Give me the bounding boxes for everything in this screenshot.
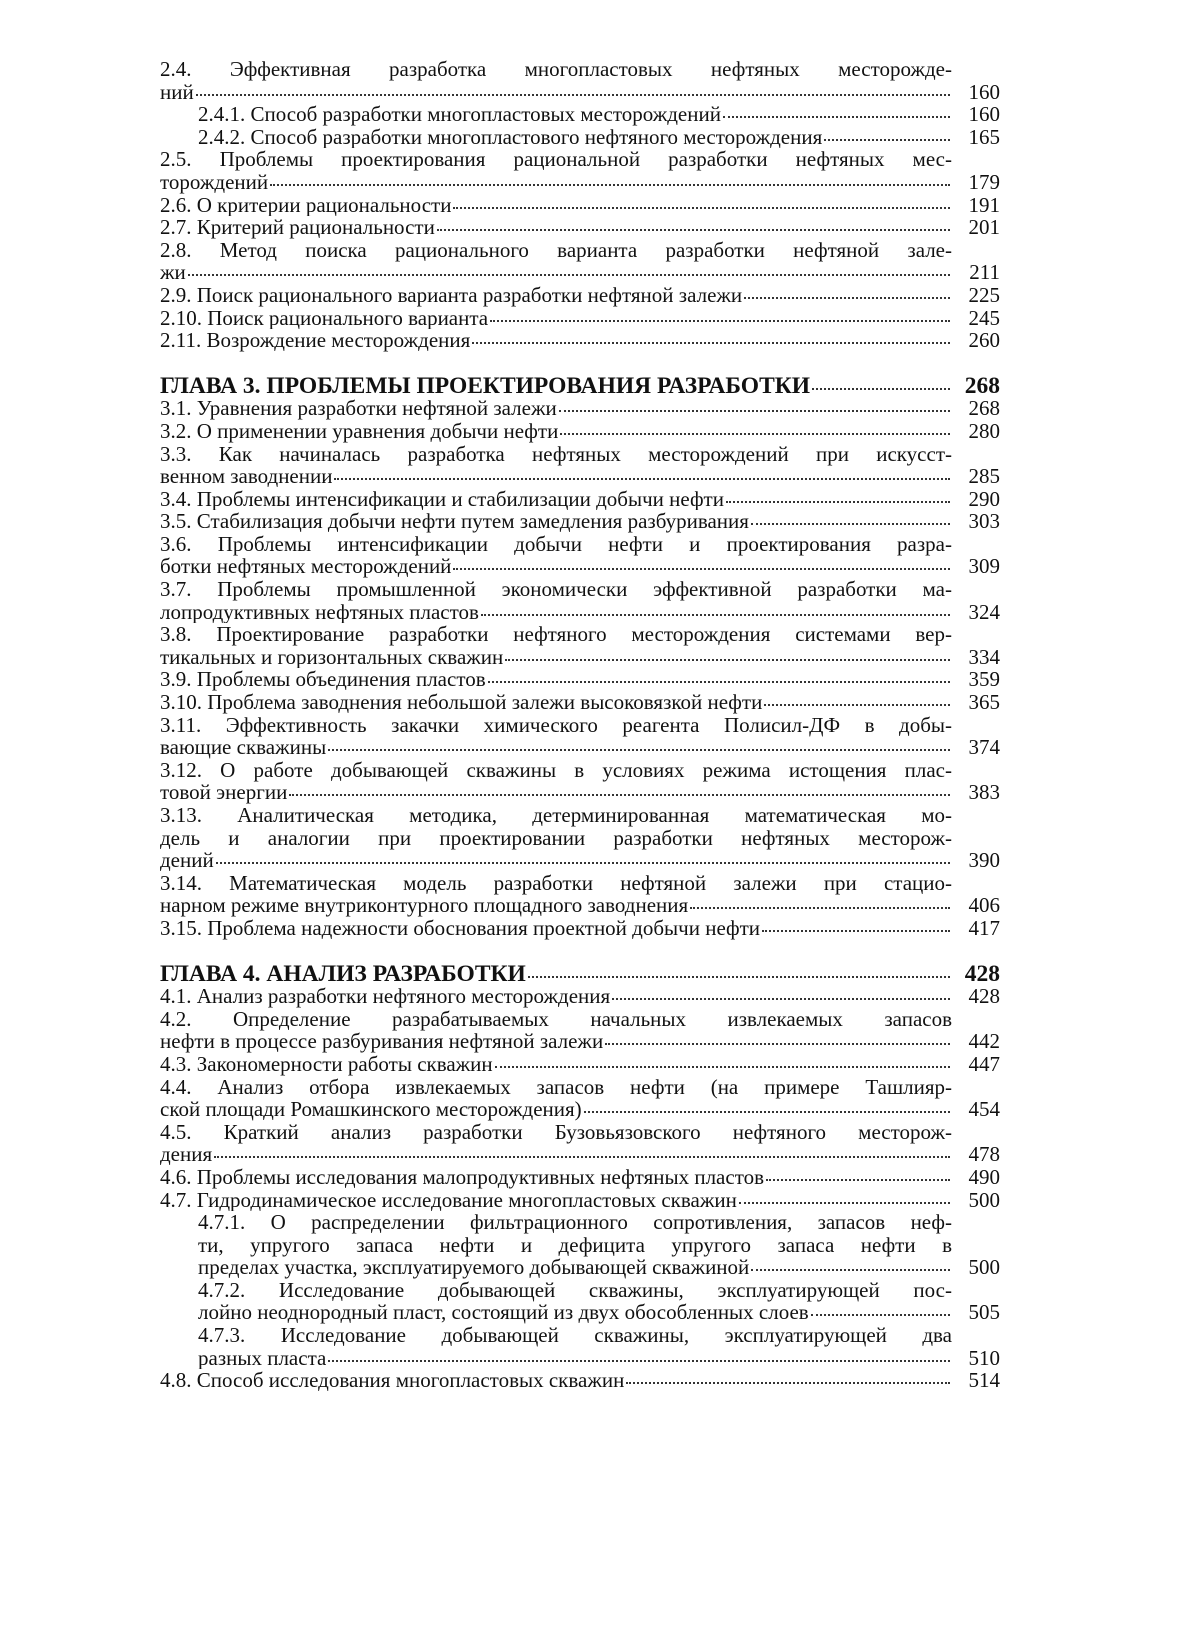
dot-leader xyxy=(559,410,950,412)
dot-leader xyxy=(437,229,950,231)
entry-title: 2.10. Поиск рационального варианта xyxy=(160,307,488,330)
entry-title-line: 2.5. Проблемы проектирования рациональной разработки нефтяных мес- xyxy=(160,148,952,171)
page-number: 280 xyxy=(952,420,1000,443)
page-number: 478 xyxy=(952,1143,1000,1166)
entry-title-line: 4.2. Определение разрабатываемых начальных извлекаемых запасов xyxy=(160,1008,952,1031)
page-number: 359 xyxy=(952,668,1000,691)
chapter-heading xyxy=(160,375,1000,398)
entry-title: 2.4.2. Способ разработки многопластового нефтяного месторождения xyxy=(198,126,822,149)
dot-leader xyxy=(726,501,950,503)
toc-entry xyxy=(160,329,1000,352)
page-number: 428 xyxy=(952,985,1000,1008)
toc-entry xyxy=(160,103,1000,126)
entry-title-line: 3.7. Проблемы промышленной экономически эффективной разработки ма- xyxy=(160,578,952,601)
toc-entry xyxy=(160,533,1000,578)
dot-leader xyxy=(690,907,950,909)
page-number: 500 xyxy=(952,1256,1000,1279)
entry-title: венном заводнении xyxy=(160,465,332,488)
toc-entry xyxy=(160,284,1000,307)
page-number: 225 xyxy=(952,284,1000,307)
toc-entry xyxy=(160,578,1000,623)
toc-entry xyxy=(160,804,1000,872)
dot-leader xyxy=(334,478,950,480)
page-number: 191 xyxy=(952,194,1000,217)
toc-entry xyxy=(160,872,1000,917)
entry-title-line: 4.7.1. О распределении фильтрационного сопротивления, запасов неф- xyxy=(198,1211,952,1234)
page-number: 324 xyxy=(952,601,1000,624)
toc-entry xyxy=(160,691,1000,714)
page-number: 201 xyxy=(952,216,1000,239)
entry-title: лойно неоднородный пласт, состоящий из двух обособленных слоев xyxy=(198,1301,809,1324)
page-number: 285 xyxy=(952,465,1000,488)
page-number: 290 xyxy=(952,488,1000,511)
entry-title: 3.15. Проблема надежности обоснования проектной добычи нефти xyxy=(160,917,760,940)
page-number: 309 xyxy=(952,555,1000,578)
entry-title: 2.9. Поиск рационального варианта разработки нефтяной залежи xyxy=(160,284,742,307)
page-number: 406 xyxy=(952,894,1000,917)
entry-title: ской площади Ромашкинского месторождения) xyxy=(160,1098,582,1121)
page-number: 165 xyxy=(952,126,1000,149)
dot-leader xyxy=(488,681,950,683)
page-number: 383 xyxy=(952,781,1000,804)
toc-entry xyxy=(160,443,1000,488)
dot-leader xyxy=(495,1066,950,1068)
entry-title: 3.10. Проблема заводнения небольшой залежи высоковязкой нефти xyxy=(160,691,762,714)
dot-leader xyxy=(751,523,950,525)
entry-title: 4.7. Гидродинамическое исследование многопластовых скважин xyxy=(160,1189,737,1212)
entry-title: 2.4.1. Способ разработки многопластовых месторождений xyxy=(198,103,721,126)
entry-title: пределах участка, эксплуатируемого добывающей скважиной xyxy=(198,1256,749,1279)
toc-entry xyxy=(160,307,1000,330)
entry-title: лопродуктивных нефтяных пластов xyxy=(160,601,479,624)
dot-leader xyxy=(453,207,950,209)
entry-title: 3.5. Стабилизация добычи нефти путем замедления разбуривания xyxy=(160,510,749,533)
toc-entry xyxy=(160,917,1000,940)
dot-leader xyxy=(626,1382,950,1384)
page-number: 454 xyxy=(952,1098,1000,1121)
dot-leader xyxy=(481,614,950,616)
toc-entry xyxy=(160,194,1000,217)
entry-title: 3.1. Уравнения разработки нефтяной залежи xyxy=(160,397,557,420)
page-number: 490 xyxy=(952,1166,1000,1189)
page-number: 390 xyxy=(952,849,1000,872)
page-number: 505 xyxy=(952,1301,1000,1324)
entry-title: вающие скважины xyxy=(160,736,326,759)
dot-leader xyxy=(605,1043,950,1045)
entry-title: разных пласта xyxy=(198,1347,326,1370)
dot-leader xyxy=(764,704,950,706)
toc-entry xyxy=(160,1369,1000,1392)
entry-title: дения xyxy=(160,1143,212,1166)
toc-entry xyxy=(160,1053,1000,1076)
toc-entry xyxy=(160,1279,1000,1324)
toc-entry xyxy=(160,668,1000,691)
page-number: 447 xyxy=(952,1053,1000,1076)
toc-entry xyxy=(160,1008,1000,1053)
entry-title: 3.2. О применении уравнения добычи нефти xyxy=(160,420,558,443)
entry-title: 3.4. Проблемы интенсификации и стабилизации добычи нефти xyxy=(160,488,724,511)
dot-leader xyxy=(328,749,950,751)
entry-title: ГЛАВА 4. АНАЛИЗ РАЗРАБОТКИ xyxy=(160,963,526,986)
toc-entry xyxy=(160,148,1000,193)
dot-leader xyxy=(723,116,950,118)
toc-entry xyxy=(160,1121,1000,1166)
entry-title: 3.9. Проблемы объединения пластов xyxy=(160,668,486,691)
page-number: 510 xyxy=(952,1347,1000,1370)
entry-title-line: дель и аналогии при проектировании разработки нефтяных месторож- xyxy=(160,827,952,850)
entry-title: 4.6. Проблемы исследования малопродуктивных нефтяных пластов xyxy=(160,1166,764,1189)
entry-title-line: 4.4. Анализ отбора извлекаемых запасов нефти (на примере Ташлияр- xyxy=(160,1076,952,1099)
page-number: 500 xyxy=(952,1189,1000,1212)
dot-leader xyxy=(811,1314,950,1316)
page-number: 514 xyxy=(952,1369,1000,1392)
toc-entry xyxy=(160,1189,1000,1212)
entry-title: жи xyxy=(160,261,186,284)
entry-title: 4.3. Закономерности работы скважин xyxy=(160,1053,493,1076)
entry-title-line: 3.14. Математическая модель разработки нефтяной залежи при стацио- xyxy=(160,872,952,895)
dot-leader xyxy=(751,1269,950,1271)
dot-leader xyxy=(739,1202,950,1204)
toc-entry xyxy=(160,623,1000,668)
toc-entry xyxy=(160,1211,1000,1279)
dot-leader xyxy=(472,342,950,344)
toc-entry xyxy=(160,714,1000,759)
entry-title-line: 2.8. Метод поиска рационального варианта разработки нефтяной зале- xyxy=(160,239,952,262)
toc-entry xyxy=(160,510,1000,533)
entry-title-line: 3.3. Как начиналась разработка нефтяных месторождений при искусст- xyxy=(160,443,952,466)
entry-title: нарном режиме внутриконтурного площадного заводнения xyxy=(160,894,688,917)
dot-leader xyxy=(289,794,950,796)
entry-title: ботки нефтяных месторождений xyxy=(160,555,451,578)
entry-title-line: 3.6. Проблемы интенсификации добычи нефти и проектирования разра- xyxy=(160,533,952,556)
entry-title-line: 3.12. О работе добывающей скважины в условиях режима истощения плас- xyxy=(160,759,952,782)
dot-leader xyxy=(216,862,950,864)
toc-entry xyxy=(160,239,1000,284)
entry-title: дений xyxy=(160,849,214,872)
page-number: 442 xyxy=(952,1030,1000,1053)
entry-title: товой энергии xyxy=(160,781,287,804)
page-number: 211 xyxy=(952,261,1000,284)
dot-leader xyxy=(188,274,950,276)
dot-leader xyxy=(744,297,950,299)
dot-leader xyxy=(196,94,950,96)
page-number: 260 xyxy=(952,329,1000,352)
entry-title: 2.11. Возрождение месторождения xyxy=(160,329,470,352)
page-number: 428 xyxy=(952,963,1000,986)
entry-title: торождений xyxy=(160,171,268,194)
entry-title: 2.7. Критерий рациональности xyxy=(160,216,435,239)
toc-entry xyxy=(160,397,1000,420)
page-number: 179 xyxy=(952,171,1000,194)
dot-leader xyxy=(214,1156,950,1158)
toc-entry xyxy=(160,420,1000,443)
page-number: 268 xyxy=(952,375,1000,398)
entry-title-line: 3.8. Проектирование разработки нефтяного месторождения системами вер- xyxy=(160,623,952,646)
entry-title-line: 4.7.2. Исследование добывающей скважины, эксплуатирующей пос- xyxy=(198,1279,952,1302)
entry-title-line: 2.4. Эффективная разработка многопластовых нефтяных месторожде- xyxy=(160,58,952,81)
entry-title: 4.1. Анализ разработки нефтяного месторождения xyxy=(160,985,610,1008)
chapter-heading xyxy=(160,963,1000,986)
entry-title: тикальных и горизонтальных скважин xyxy=(160,646,503,669)
toc-entry xyxy=(160,488,1000,511)
toc-entry xyxy=(160,1076,1000,1121)
page-number: 160 xyxy=(952,103,1000,126)
page-number: 365 xyxy=(952,691,1000,714)
page-number: 334 xyxy=(952,646,1000,669)
page-number: 160 xyxy=(952,81,1000,104)
dot-leader xyxy=(824,139,950,141)
entry-title-line: 4.7.3. Исследование добывающей скважины, эксплуатирующей два xyxy=(198,1324,952,1347)
dot-leader xyxy=(328,1360,950,1362)
entry-title: ний xyxy=(160,81,194,104)
dot-leader xyxy=(766,1179,950,1181)
toc-entry xyxy=(160,759,1000,804)
toc-entry xyxy=(160,1324,1000,1369)
page-number: 374 xyxy=(952,736,1000,759)
entry-title-line: 3.11. Эффективность закачки химического реагента Полисил-ДФ в добы- xyxy=(160,714,952,737)
toc-entry xyxy=(160,985,1000,1008)
page-number: 303 xyxy=(952,510,1000,533)
dot-leader xyxy=(812,388,950,390)
page-number: 245 xyxy=(952,307,1000,330)
toc-entry xyxy=(160,126,1000,149)
toc-entry xyxy=(160,58,1000,103)
entry-title-line: 3.13. Аналитическая методика, детерминированная математическая мо- xyxy=(160,804,952,827)
dot-leader xyxy=(762,930,950,932)
entry-title: 4.8. Способ исследования многопластовых скважин xyxy=(160,1369,624,1392)
dot-leader xyxy=(270,184,950,186)
entry-title: 2.6. О критерии рациональности xyxy=(160,194,451,217)
dot-leader xyxy=(505,659,950,661)
dot-leader xyxy=(453,568,950,570)
entry-title-line: ти, упругого запаса нефти и дефицита упругого запаса нефти в xyxy=(198,1234,952,1257)
dot-leader xyxy=(490,320,950,322)
toc-entry xyxy=(160,216,1000,239)
page-number: 268 xyxy=(952,397,1000,420)
dot-leader xyxy=(528,976,950,978)
entry-title-line: 4.5. Краткий анализ разработки Бузовьязовского нефтяного месторож- xyxy=(160,1121,952,1144)
page-number: 417 xyxy=(952,917,1000,940)
table-of-contents xyxy=(160,58,1000,1392)
dot-leader xyxy=(612,998,950,1000)
entry-title: нефти в процессе разбуривания нефтяной залежи xyxy=(160,1030,603,1053)
entry-title: ГЛАВА 3. ПРОБЛЕМЫ ПРОЕКТИРОВАНИЯ РАЗРАБОТКИ xyxy=(160,375,810,398)
dot-leader xyxy=(560,433,950,435)
toc-entry xyxy=(160,1166,1000,1189)
dot-leader xyxy=(584,1111,950,1113)
